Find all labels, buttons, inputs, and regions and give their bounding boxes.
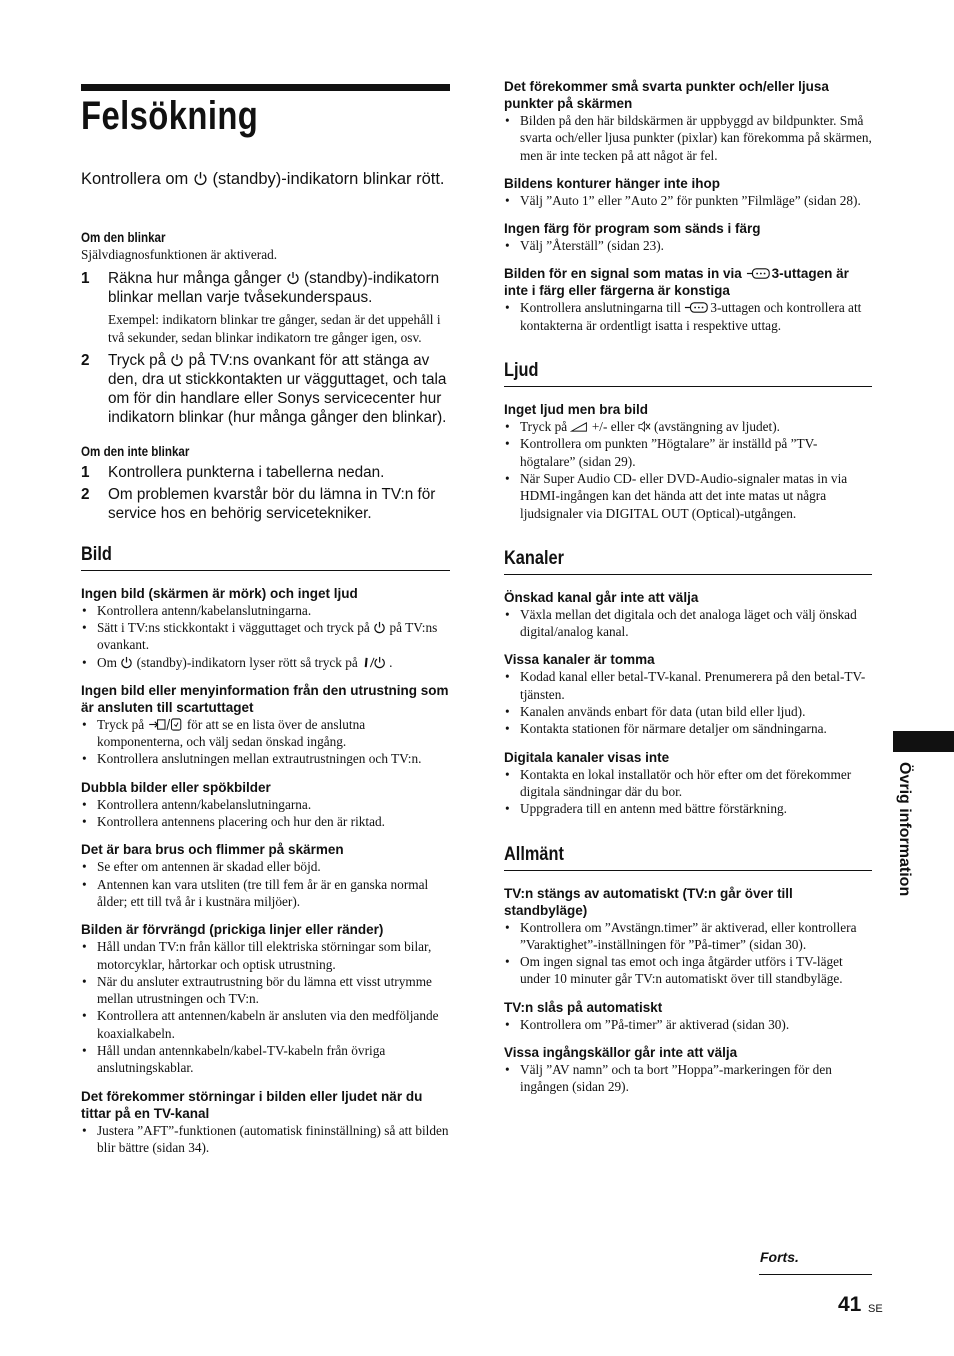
item-text: (standby)-indikatorn lyser rött så tryck på: [136, 654, 358, 670]
tv-standby-icon: [361, 656, 389, 669]
item-text: Tryck på: [520, 419, 568, 435]
bullet-list: [81, 858, 450, 910]
list-item: • Kontrollera antenn/kabelanslutningarna.: [81, 602, 450, 619]
step-text: (standby)-indikatorn blinkar mellan varje tvåsekunderspaus.: [108, 270, 440, 307]
list-item: [504, 299, 872, 334]
list-item: • Välj ”Återställ” (sidan 23).: [504, 237, 872, 254]
list-item: [81, 619, 450, 654]
list-item: • Kontrollera om ”Avstängn.timer” är aktiverad, eller kontrollera ”Varaktighet”-inställningen för ”På-timer” (sidan 30).: [504, 919, 872, 954]
item-heading: Bildens konturer hänger inte ihop: [504, 175, 721, 191]
item-text: Sätt i TV:ns stickkontakt i vägguttaget och tryck på: [97, 619, 370, 635]
item-heading: Det förekommer små svarta punkter och/eller ljusa punkter på skärmen: [504, 79, 829, 111]
bullet-list: [504, 299, 872, 334]
item-heading: Inget ljud men bra bild: [504, 402, 649, 418]
list-item: • Välj ”AV namn” och ta bort ”Hoppa”-markeringen för den ingången (sidan 29).: [504, 1061, 872, 1096]
step-text: Räkna hur många gånger: [108, 270, 282, 287]
section-heading-text: Bild: [81, 543, 112, 565]
section-heading-kanaler: [504, 547, 872, 575]
list-item: • Kontrollera antenn/kabelanslutningarna.: [81, 796, 450, 813]
list-item: • När Super Audio CD- eller DVD-Audio-signaler matas in via HDMI-ingången kan det hända att det inte matas ut några ljudsignaler via DIGITAL OUT (Optical)-utgången.: [504, 470, 872, 522]
power-standby-icon: [170, 353, 184, 367]
list-item: • Välj ”Auto 1” eller ”Auto 2” för punkten ”Filmläge” (sidan 28).: [504, 192, 872, 209]
component-connector-icon: [746, 267, 772, 280]
list-item: [81, 716, 450, 751]
step-number: 1: [81, 463, 90, 481]
item-heading: Ingen bild (skärmen är mörk) och inget ljud: [81, 585, 358, 601]
item-text: (avstängning av ljudet).: [654, 419, 780, 435]
list-item: • Håll undan antennkabeln/kabel-TV-kabeln från övriga anslutningskablar.: [81, 1042, 450, 1077]
step-number: 2: [81, 486, 90, 504]
blinkar-step-1-note: Exempel: indikatorn blinkar tre gånger, sedan är det uppehåll i två sekunder, sedan blinkar indikatorn tre gånger igen, osv.: [108, 311, 441, 345]
side-tab-marker: [893, 731, 954, 752]
left-column: [81, 229, 450, 1156]
step-text: Tryck på: [108, 351, 167, 369]
item-heading: Vissa ingångskällor går inte att välja: [504, 1045, 738, 1061]
page-number: 41: [838, 1293, 862, 1316]
item-heading: Bilden är förvrängd (prickiga linjer eller ränder): [81, 922, 384, 938]
blinkar-text: Självdiagnosfunktionen är aktiverad.: [81, 247, 278, 262]
list-item: • Se efter om antennen är skadad eller böjd.: [81, 858, 450, 875]
power-standby-icon: [120, 656, 133, 669]
step-text: på TV:ns ovankant för att stänga av den, dra ut stickkontakten ur vägguttaget, och tala om för din handlare eller Sonys servicecenter hur indikatorn blinkar (hur många gånger den blinkar).: [108, 351, 447, 427]
inte-blinkar-heading: Om den inte blinkar: [81, 443, 190, 459]
list-item: • Uppgradera till en antenn med bättre förstärkning.: [504, 800, 872, 817]
item-text: 3-uttagen och kontrollera att kontakterna är ordentligt isatta i respektive uttag.: [520, 300, 862, 333]
bullet-list: [81, 602, 450, 671]
mute-icon: [638, 420, 651, 433]
list-item: • Kontrollera om punkten ”Högtalare” är inställd på ”TV-högtalare” (sidan 29).: [504, 435, 872, 470]
side-tab-label: [893, 762, 915, 922]
item-text: Kontrollera anslutningarna till: [520, 300, 681, 316]
bullet-list: [81, 938, 450, 1076]
inte-blinkar-step-2: [81, 485, 450, 524]
item-text: Om: [97, 654, 117, 670]
component-connector-icon: [684, 301, 710, 314]
item-heading: [504, 265, 872, 299]
volume-icon: [570, 420, 588, 433]
right-column: [504, 78, 872, 1096]
bullet-list: [504, 766, 872, 818]
blinkar-step-1: [81, 269, 450, 308]
bullet-list: [504, 1061, 872, 1096]
item-text: .: [389, 654, 393, 670]
list-item: • Håll undan TV:n från källor till elektriska störningar som bilar, motorcyklar, hårtorkar och optisk utrustning.: [81, 938, 450, 973]
item-heading: Dubbla bilder eller spökbilder: [81, 779, 271, 795]
list-item: • Kontrollera att antennen/kabeln är ansluten via den medföljande koaxialkabeln.: [81, 1007, 450, 1042]
title-rule: [81, 84, 450, 91]
power-standby-icon: [193, 171, 208, 186]
bullet-list: [504, 1016, 872, 1033]
inte-blinkar-step-1: [81, 463, 450, 482]
bullet-list: [504, 606, 872, 641]
item-heading: TV:n slås på automatiskt: [504, 999, 663, 1015]
list-item: • Kontakta stationen för närmare detaljer om sändningarna.: [504, 720, 872, 737]
bullet-list: [504, 668, 872, 737]
section-heading-allmant: [504, 843, 872, 871]
intro-text: [81, 169, 450, 190]
heading-text: Bilden för en signal som matas in via: [504, 266, 742, 282]
bullet-list: [81, 796, 450, 831]
item-heading: TV:n stängs av automatiskt (TV:n går över till standbyläge): [504, 885, 793, 918]
list-item: • Kontrollera antennens placering och hur den är riktad.: [81, 813, 450, 830]
heading-text: 3-uttagen är inte i färg eller färgerna är konstiga: [504, 266, 849, 299]
list-item: • Kanalen används enbart för data (utan bild eller ljud).: [504, 703, 872, 720]
bullet-list: [504, 112, 872, 164]
step-text: Om problemen kvarstår bör du lämna in TV:n för service hos en behörig servicetekniker.: [108, 486, 436, 523]
list-item: • Kodad kanal eller betal-TV-kanal. Prenumerera på den betal-TV-tjänsten.: [504, 668, 872, 703]
list-item: • Kontrollera anslutningen mellan extrautrustningen och TV:n.: [81, 750, 450, 767]
section-heading-ljud: [504, 359, 872, 387]
item-heading: Vissa kanaler är tomma: [504, 652, 655, 668]
page-title: Felsökning: [81, 94, 259, 138]
item-heading: Det förekommer störningar i bilden eller ljudet när du tittar på en TV-kanal: [81, 1088, 423, 1121]
item-heading: Önskad kanal går inte att välja: [504, 589, 699, 605]
continued-rule: [759, 1274, 872, 1275]
item-text: på TV:ns ovankant.: [97, 619, 438, 653]
bullet-list: [504, 237, 872, 254]
item-heading: Det är bara brus och flimmer på skärmen: [81, 842, 344, 858]
list-item: • Kontakta en lokal installatör och hör efter om det förekommer digitala sändningar där du bor.: [504, 766, 872, 801]
bullet-list: [81, 1122, 450, 1157]
continued-label: Forts.: [760, 1249, 799, 1265]
item-heading: Ingen bild eller menyinformation från den utrustning som är ansluten till scartuttaget: [81, 682, 449, 715]
blinkar-heading: Om den blinkar: [81, 230, 166, 245]
blinkar-step-2: [81, 351, 450, 428]
bullet-list: [81, 716, 450, 768]
side-tab-text: Övrig information: [896, 762, 913, 897]
item-text: +/- eller: [591, 419, 635, 435]
power-standby-icon: [373, 621, 386, 634]
section-heading-bild: [81, 543, 450, 571]
list-item: • Justera ”AFT”-funktionen (automatisk fininställning) så att bilden blir bättre (sidan 34).: [81, 1122, 450, 1157]
power-standby-icon: [286, 271, 300, 285]
section-heading-text: Kanaler: [504, 547, 564, 569]
bullet-list: [504, 418, 872, 522]
list-item: • Antennen kan vara utsliten (tre till fem år är en ganska normal ålder; ett till två år i kustnära miljöer).: [81, 876, 450, 911]
item-heading: Ingen färg för program som sänds i färg: [504, 221, 761, 237]
page-language: SE: [868, 1303, 883, 1315]
list-item: [81, 654, 450, 671]
list-item: • Kontrollera om ”På-timer” är aktiverad (sidan 30).: [504, 1016, 872, 1033]
list-item: [504, 418, 872, 435]
item-text: för att se en lista över de anslutna komponenterna, och välj sedan önskad ingång.: [97, 716, 366, 750]
list-item: • Växla mellan det digitala och det analoga läget och välj önskad digital/analog kanal.: [504, 606, 872, 641]
step-number: 1: [81, 270, 90, 287]
bullet-list: [504, 192, 872, 209]
item-heading: Digitala kanaler visas inte: [504, 749, 670, 765]
section-heading-text: Allmänt: [504, 843, 564, 865]
step-text: Kontrollera punkterna i tabellerna nedan.: [108, 463, 385, 481]
item-text: Tryck på: [97, 716, 145, 732]
intro-before-icon: Kontrollera om: [81, 170, 189, 188]
list-item: • När du ansluter extrautrustning bör du lämna ett visst utrymme mellan utrustningen och TV:n.: [81, 973, 450, 1008]
input-select-icon: [147, 718, 183, 731]
list-item: • Om ingen signal tas emot och inga åtgärder utförs i TV-läget under 10 minuter går TV:n automatiskt över till standbyläge.: [504, 953, 872, 988]
step-number: 2: [81, 351, 90, 369]
bullet-list: [504, 919, 872, 988]
section-heading-text: Ljud: [504, 360, 539, 382]
intro-after-icon: (standby)-indikatorn blinkar rött.: [212, 170, 445, 188]
list-item: • Bilden på den här bildskärmen är uppbyggd av bildpunkter. Små svarta och/eller ljusa punkter (pixlar) kan förekomma på skärmen, men är inte tecken på att något är fel.: [504, 112, 872, 164]
